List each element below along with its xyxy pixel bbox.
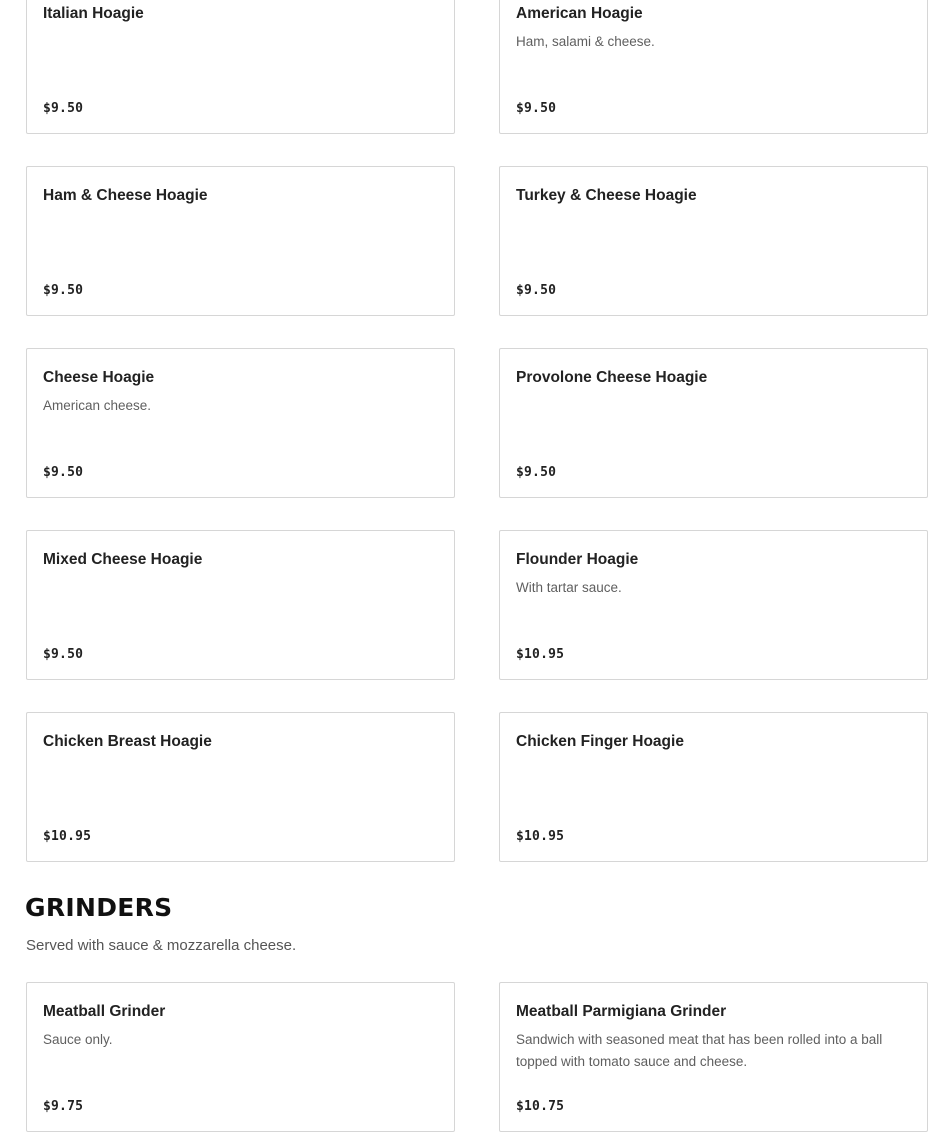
menu-item-price: $10.75 bbox=[516, 1099, 565, 1114]
menu-item-name: Flounder Hoagie bbox=[516, 551, 639, 568]
menu-item-price: $9.75 bbox=[43, 1099, 84, 1114]
menu-item-price: $9.50 bbox=[43, 647, 84, 662]
menu-item-name: Italian Hoagie bbox=[43, 5, 144, 22]
menu-item-card[interactable] bbox=[499, 348, 928, 498]
section-description: Served with sauce & mozzarella cheese. bbox=[26, 937, 297, 954]
menu-item-name: Cheese Hoagie bbox=[43, 369, 155, 386]
menu-item-price: $9.50 bbox=[43, 283, 84, 298]
menu-item-card[interactable] bbox=[26, 0, 455, 134]
menu-item-name: American Hoagie bbox=[516, 5, 643, 22]
menu-item-description: Ham, salami & cheese. bbox=[516, 34, 655, 49]
menu-item-price: $9.50 bbox=[516, 283, 557, 298]
menu-item-name: Chicken Finger Hoagie bbox=[516, 733, 684, 750]
menu-item-price: $10.95 bbox=[516, 647, 565, 662]
menu-item-card[interactable] bbox=[499, 982, 928, 1132]
menu-item-card[interactable] bbox=[26, 166, 455, 316]
menu-item-card[interactable] bbox=[26, 712, 455, 862]
menu-item-description: Sandwich with seasoned meat that has been rolled into a ball topped with tomato sauce and cheese. bbox=[516, 1032, 883, 1069]
menu-item-card[interactable] bbox=[26, 348, 455, 498]
hoagie-menu-grid bbox=[26, 0, 928, 862]
menu-item-name: Chicken Breast Hoagie bbox=[43, 733, 212, 750]
menu-item-price: $9.50 bbox=[516, 101, 557, 116]
menu-item-name: Meatball Parmigiana Grinder bbox=[516, 1003, 727, 1020]
menu-item-card[interactable] bbox=[499, 712, 928, 862]
menu-item-name: Meatball Grinder bbox=[43, 1003, 166, 1020]
menu-item-description: American cheese. bbox=[43, 398, 152, 413]
menu-item-card[interactable] bbox=[499, 166, 928, 316]
menu-item-card[interactable] bbox=[26, 530, 455, 680]
menu-item-name: Ham & Cheese Hoagie bbox=[43, 187, 208, 204]
menu-item-price: $10.95 bbox=[516, 829, 565, 844]
menu-item-description: With tartar sauce. bbox=[516, 580, 622, 595]
menu-item-price: $10.95 bbox=[43, 829, 92, 844]
section-title-grinders: GRINDERS bbox=[25, 893, 173, 922]
menu-item-price: $9.50 bbox=[43, 465, 84, 480]
menu-item-price: $9.50 bbox=[516, 465, 557, 480]
menu-item-card[interactable] bbox=[499, 530, 928, 680]
menu-item-name: Turkey & Cheese Hoagie bbox=[516, 187, 697, 204]
menu-item-description: Sauce only. bbox=[43, 1032, 113, 1047]
menu-item-card[interactable] bbox=[499, 0, 928, 134]
menu-item-name: Mixed Cheese Hoagie bbox=[43, 551, 203, 568]
grinder-menu-grid bbox=[26, 982, 928, 1132]
menu-item-card[interactable] bbox=[26, 982, 455, 1132]
menu-item-name: Provolone Cheese Hoagie bbox=[516, 369, 708, 386]
menu-item-price: $9.50 bbox=[43, 101, 84, 116]
